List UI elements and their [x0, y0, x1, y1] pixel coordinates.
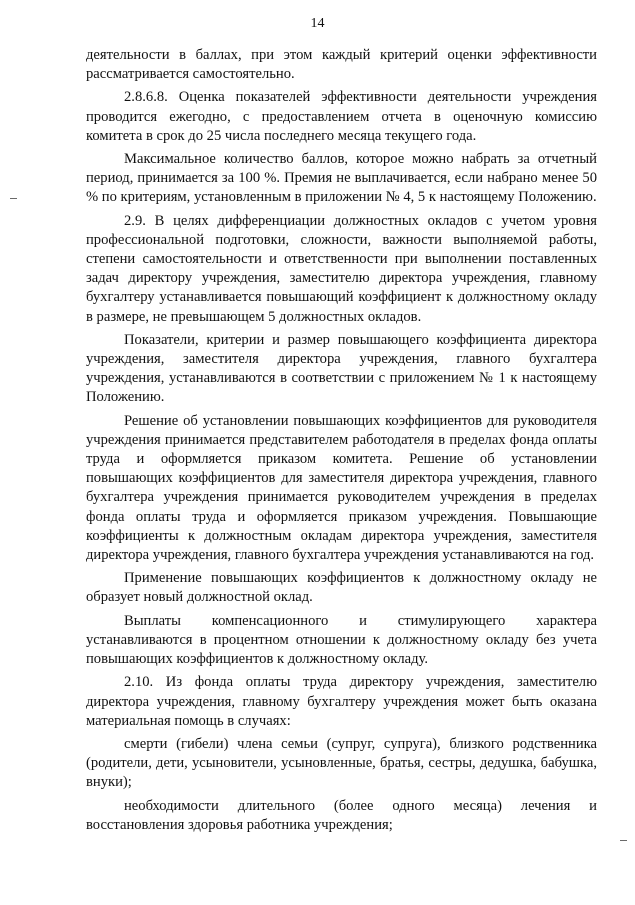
- paragraph: Решение об установлении повышающих коэффициентов для руководителя учреждения принимается представителем работодателя в пределах фонда оплаты труда и оформляется приказом комитета. Решение об установлении повышающих коэффициентов для заместителя директора учреждения, главного бухгалтера учреждения принимается руководителем учреждения в пределах фонда оплаты труда и оформляется приказом учреждения. Повышающие коэффициенты к должностным окладам директора учреждения, заместителя директора учреждения, главного бухгалтера учреждения устанавливаются на год.: [86, 412, 597, 564]
- document-body: [86, 46, 597, 839]
- page-number: 14: [310, 16, 325, 31]
- paragraph: 2.8.6.8. Оценка показателей эффективности деятельности учреждения проводится ежегодно, с предоставлением отчета в оценочную комиссию комитета в срок до 25 числа последнего месяца текущего года.: [86, 89, 597, 144]
- paragraph: Показатели, критерии и размер повышающего коэффициента директора учреждения, заместителя директора учреждения, главного бухгалтера учреждения, устанавливаются в соответствии с приложением № 1 к настоящему Положению.: [86, 331, 597, 406]
- paragraph: деятельности в баллах, при этом каждый критерий оценки эффективности рассматривается самостоятельно.: [86, 47, 597, 83]
- paragraph: 2.10. Из фонда оплаты труда директору учреждения, заместителю директора учреждения, главному бухгалтеру учреждения может быть оказана материальная помощь в случаях:: [86, 674, 597, 729]
- paragraph: Применение повышающих коэффициентов к должностному окладу не образует новый должностной оклад.: [86, 570, 597, 606]
- paragraph: Выплаты компенсационного и стимулирующего характера устанавливаются в процентном отношении к должностному окладу без учета повышающих коэффициентов к должностному окладу.: [86, 612, 597, 668]
- paragraph: Максимальное количество баллов, которое можно набрать за отчетный период, принимается за 100 %. Премия не выплачивается, если набрано менее 50 % по критериям, установленным в приложении № 4, 5 к настоящему Положению.: [86, 151, 597, 206]
- paragraph: смерти (гибели) члена семьи (супруг, супруга), близкого родственника (родители, дети, усыновители, усыновленные, братья, сестры, дедушка, бабушка, внуки);: [86, 735, 597, 791]
- paragraph: 2.9. В целях дифференциации должностных окладов с учетом уровня профессиональной подготовки, сложности, важности выполняемой работы, степени самостоятельности и ответственности при выполнении поставленных задач директору учреждения, заместителю директора учреждения, главному бухгалтеру устанавливается повышающий коэффициент к должностному окладу в размере, не превышающем 5 должностных окладов.: [86, 212, 597, 325]
- margin-mark: [620, 840, 627, 841]
- margin-mark: [10, 198, 17, 199]
- paragraph: необходимости длительного (более одного месяца) лечения и восстановления здоровья работника учреждения;: [86, 797, 597, 833]
